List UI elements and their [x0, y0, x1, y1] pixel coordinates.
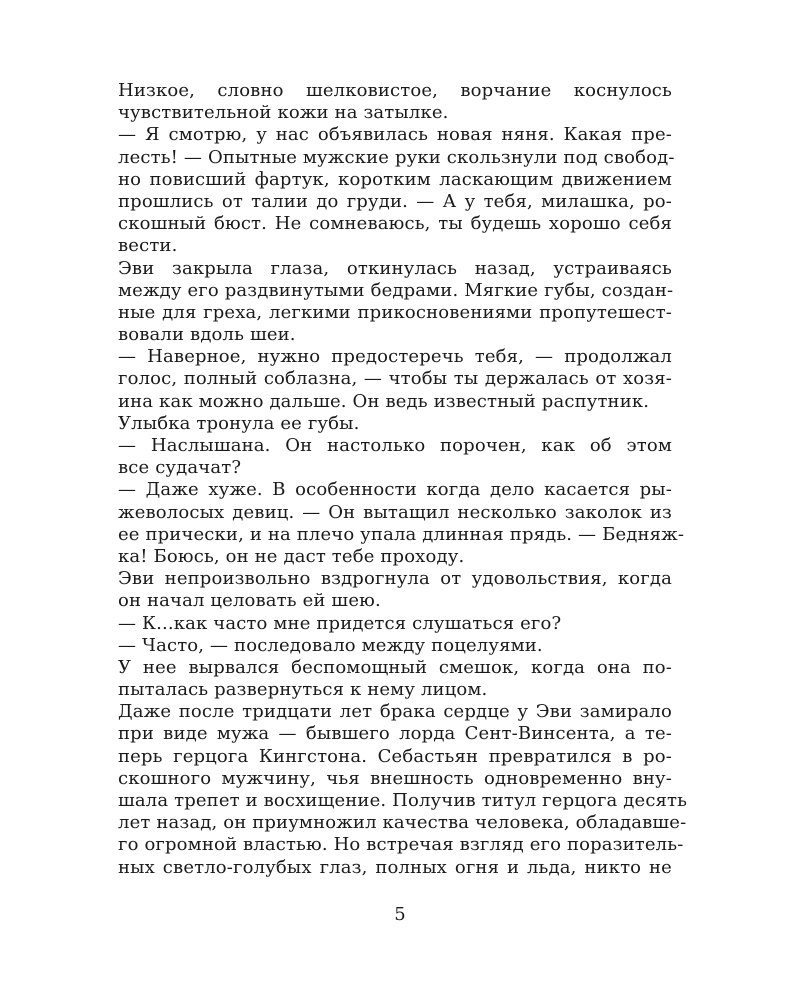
text-line: — Я смотрю, у нас объявилась новая няня. Какая пре- [118, 124, 672, 146]
text-line: он начал целовать ей шею. [118, 590, 381, 612]
text-line: ных светло-голубых глаз, полных огня и льда, никто не [118, 856, 672, 878]
text-line: вовали вдоль шеи. [118, 324, 296, 346]
text-line: между его раздвинутыми бедрами. Мягкие губы, создан- [118, 279, 674, 301]
text-line: перь герцога Кингстона. Себастьян превратился в ро- [118, 745, 672, 767]
text-line: ка! Боюсь, он не даст тебе проходу. [118, 545, 465, 567]
text-line: пыталась развернуться к нему лицом. [118, 679, 488, 701]
text-line: Улыбка тронула ее губы. [118, 412, 360, 434]
text-line: Низкое, словно шелковистое, ворчание коснулось [118, 80, 672, 101]
text-line: ные для греха, легкими прикосновениями пропутешест- [118, 301, 672, 323]
text-line: го огромной властью. Но встречая взгляд его поразитель- [118, 834, 684, 856]
text-line: лет назад, он приумножил качества человека, обладавше- [118, 812, 687, 834]
text-line: У нее вырвался беспомощный смешок, когда она по- [118, 656, 672, 678]
text-line: — Наверное, нужно предостеречь тебя, — продолжал [118, 346, 672, 368]
text-line: Эви закрыла глаза, откинулась назад, устраиваясь [118, 257, 672, 279]
text-line: голос, полный соблазна, — чтобы ты держалась от хозя- [118, 368, 672, 390]
text-line: но повисший фартук, коротким ласкающим движением [118, 168, 672, 190]
text-line: ее прически, и на плечо упала длинная прядь. — Бедняж- [118, 523, 685, 545]
text-line: — К...как часто мне придется слушаться его? [118, 612, 562, 634]
text-line: чувствительной кожи на затылке. [118, 102, 449, 124]
body-text [118, 80, 688, 879]
text-line: лесть! — Опытные мужские руки скользнули под свобод- [118, 146, 675, 168]
text-line: ина как можно дальше. Он ведь известный распутник. [118, 390, 650, 412]
text-line: скошный бюст. Не сомневаюсь, ты будешь хорошо себя [118, 213, 672, 235]
page-number: 5 [394, 904, 406, 925]
text-line: Эви непроизвольно вздрогнула от удовольствия, когда [118, 568, 672, 590]
text-line: скошного мужчину, чья внешность одновременно вну- [118, 767, 672, 789]
text-line: вести. [118, 235, 178, 257]
text-line: — Наслышана. Он настолько порочен, как об этом [118, 435, 672, 456]
text-line: жеволосых девиц. — Он вытащил несколько заколок из [118, 501, 672, 523]
text-line: — Часто, — последовало между поцелуями. [118, 634, 543, 656]
text-line: Даже после тридцати лет брака сердце у Эви замирало [118, 701, 672, 723]
text-line: шала трепет и восхищение. Получив титул герцога десять [118, 790, 688, 811]
text-line: все судачат? [118, 457, 242, 479]
text-line: — Даже хуже. В особенности когда дело касается ры- [118, 479, 672, 501]
text-line: прошлись от талии до груди. — А у тебя, милашка, ро- [118, 190, 672, 212]
text-line: при виде мужа — бывшего лорда Сент-Винсента, а те- [118, 723, 672, 745]
